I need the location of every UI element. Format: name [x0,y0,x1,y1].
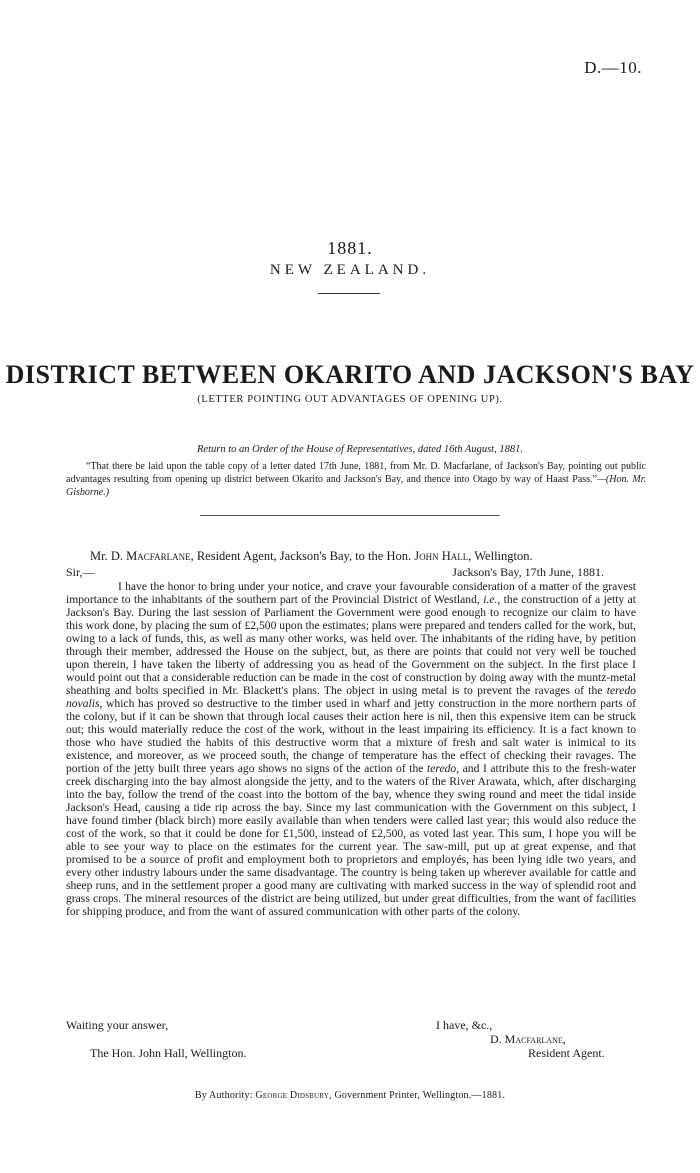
motion-mover: —(Hon. Mr. Gisborne.) [66,474,647,498]
document-subtitle: (LETTER POINTING OUT ADVANTAGES OF OPENING UP). [197,394,503,405]
body-text: , and I attribute this to the fresh-water creek discharging into the bay almost alongside the jetty, and to the waters of the River Arawata, which, after discharging into the bay, follow the trend of the coast into the bottom of the bay, whence they swing round and meet the tidal inside Jackson's Head, causing a tide rip across the bay. Since my last communication with the Government on this subject, I have found timber (black birch) more easily available than when tenders were called last year; this would also reduce the cost of the work, so that it could be done for £1,500, instead of £2,500, as voted last year. This sum, I hope you will be able to see your way to place on the estimates for the current year. The saw-mill, put up at great expense, and that promised to be a source of profit and employment both to proprietors and employés, has been lying idle two years, and every other industry labours under the same disadvantage. The country is being taken up wherever available for cattle and sheep runs, and in the settlement proper a good many are cultivating with marked success in the way of splendid root and grass crops. The mineral resources of the district are being utilized, but under great difficulties, from the want of facilities for shipping produce, and from the want of assured communication with other parts of the colony. [66,762,637,918]
imprint-by: By Authority: [194,1090,253,1101]
divider-rule [318,293,380,294]
heading-end: , Wellington. [468,549,533,563]
document-title: DISTRICT BETWEEN OKARITO AND JACKSON'S BAY [5,360,695,389]
body-italic: teredo novalis [66,684,636,710]
heading-middle: , Resident Agent, Jackson's Bay, to the Hon. [190,549,412,563]
letter-body [66,580,636,918]
heading-mr: Mr. D. [90,549,123,563]
printer-imprint [0,1090,700,1101]
printer-name: George Didsbury [255,1090,330,1101]
body-text: , which has proved so destructive to the timber used in wharf and jetty construction in the more northern parts of the colony, but if it can be shown that through local causes their action here is nil, then this expensive item can be struck out; this would materially reduce the cost of the work, without in the least impairing its efficiency. It is a fact known to those who have studied the habits of this destructive worm that a mixture of fresh and salt water is inimical to its existence, and moreover, as we proceed south, the change of temperature has the effect of checking their ravages. The portion of the jetty built three years ago shows no signs of the action of the [66,697,636,775]
recipient-name: John Hall [414,549,469,563]
return-order-line: Return to an Order of the House of Representatives, dated 16th August, 1881. [197,444,523,455]
year: 1881. [327,238,373,258]
signature-name: Macfarlane [504,1032,563,1046]
salutation: Sir,— [66,565,95,579]
closing-phrase: Waiting your answer, [66,1018,169,1032]
motion-paragraph [66,460,646,499]
addressee: The Hon. John Hall, Wellington. [90,1046,247,1060]
page-number: D.—10. [584,58,642,77]
letter-heading [66,549,686,564]
signature-initial: D. [490,1032,502,1046]
signature [490,1032,566,1047]
closing-valediction: I have, &c., [436,1018,493,1032]
imprint-rest: , Government Printer, Wellington.—1881. [329,1090,506,1101]
country-heading: NEW ZEALAND. [269,262,431,278]
body-text: , the construction of a jetty at Jackson's Bay. During the last session of Parliament the Government were good enough to recognize our claim to have this work done, by placing the sum of £2,500 upon the estimates; plans were prepared and tenders called for the work, but, owing to a lack of funds, this, as well as many other works, was held over. The inhabitants of the riding have, by petition through their member, addressed the House on the subject, but, as there are points that could not very well be touched upon therein, I have taken the liberty of addressing you as head of the Government on the subject. In the first place I would point out that a considerable reduction can be made in the cost of construction by doing away with the muntz-metal sheathing and bolts specified in Mr. Blackett's plans. The object in using metal is to prevent the ravages of the [66,593,636,697]
body-italic: teredo [427,762,457,775]
dateline: Jackson's Bay, 17th June, 1881. [452,565,604,579]
body-italic: i.e. [483,593,498,606]
sender-name: Macfarlane [126,549,191,563]
signature-end: , [562,1032,566,1046]
body-text: I have the honor to bring under your notice, and crave your favourable consideration of a matter of the gravest importance to the inhabitants of the southern part of the Provincial District of Westland, [66,580,636,606]
divider-rule [200,515,500,516]
signature-title: Resident Agent. [528,1046,605,1060]
motion-text: “That there be laid upon the table copy of a letter dated 17th June, 1881, from Mr. D. Macfarlane, of Jackson's Bay, pointing out public advantages resulting from opening up district between Okarito and Jackson's Bay, and thence into Otago by way of Haast Pass.” [66,461,646,485]
